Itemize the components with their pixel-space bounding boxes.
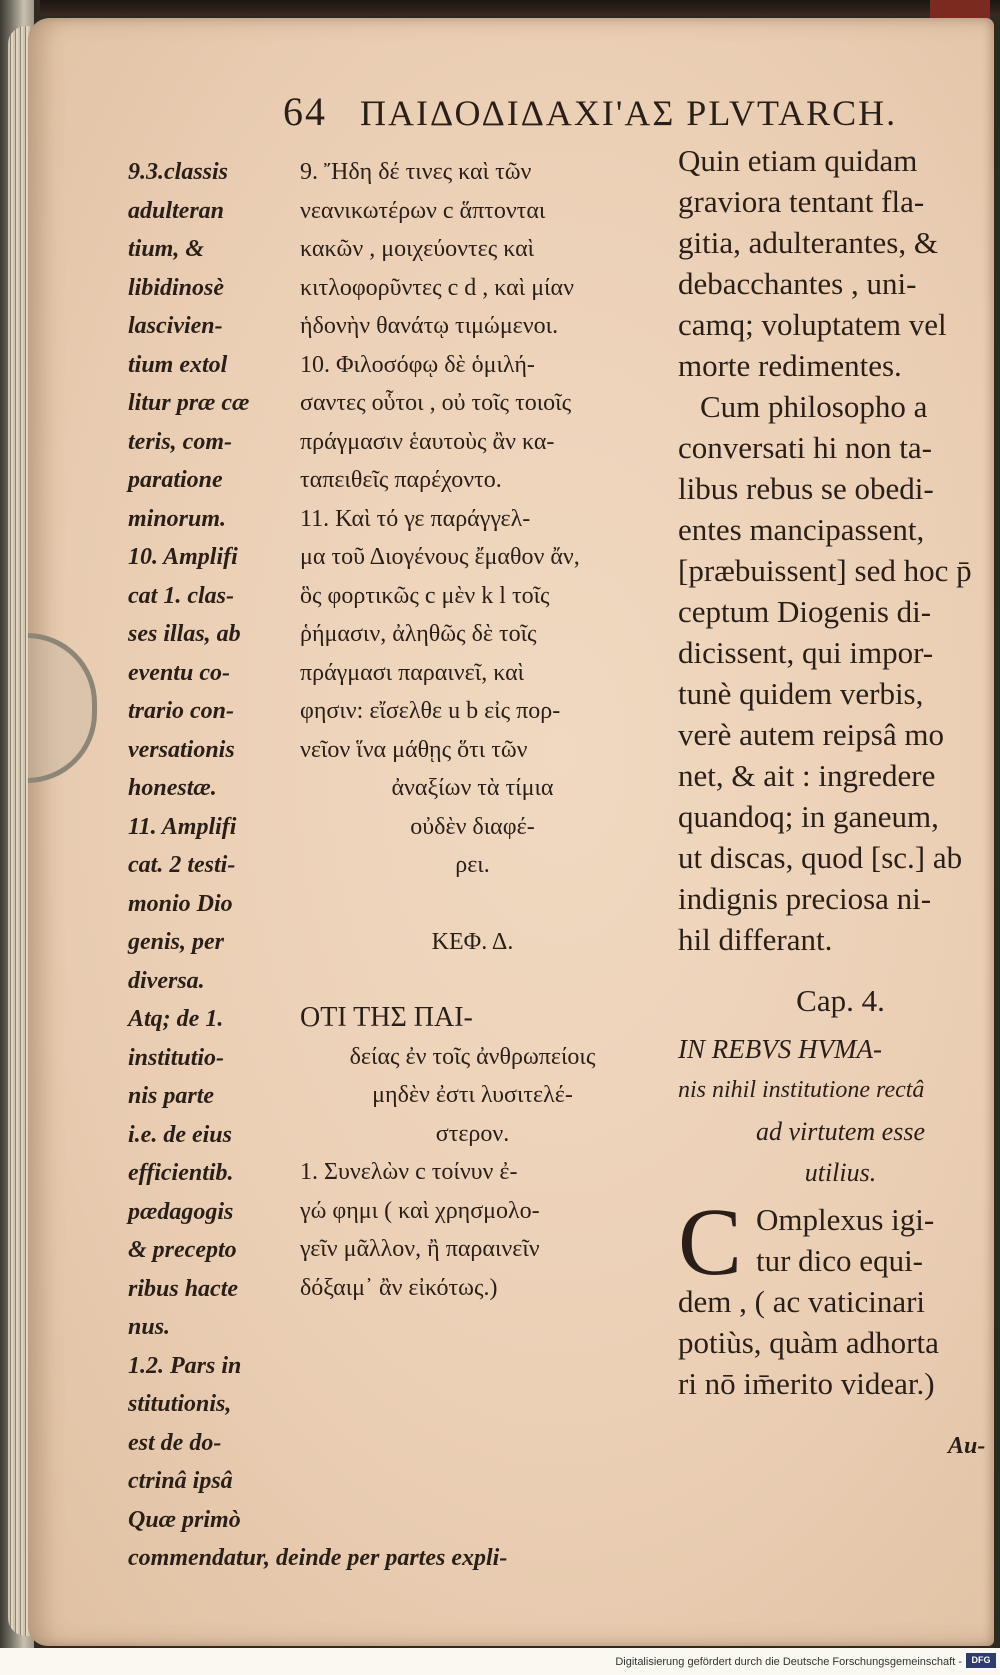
margin-line: tium, & (128, 236, 205, 262)
margin-line: ses illas, ab (128, 621, 241, 647)
margin-line: diversa. (128, 967, 205, 994)
latin-line: ceptum Diogenis di- (678, 594, 932, 629)
margin-line: monio Dio (128, 890, 233, 917)
latin-text-column (678, 140, 994, 1404)
greek-line: πράγμασι παραινεῖ, καὶ (300, 659, 525, 686)
margin-line: trario con- (128, 698, 235, 724)
clasp-ring (28, 633, 97, 783)
running-header (283, 88, 983, 138)
greek-line: 11. Καὶ τό γε παράγγελ- (300, 505, 531, 532)
margin-line: lascivien- (128, 313, 223, 339)
latin-line: dem , ( ac vaticinari (678, 1284, 926, 1319)
latin-line: quandoq; in ganeum, (678, 799, 939, 834)
greek-line: νεῖον ἵνα μάθῃς ὅτι τῶν (300, 736, 528, 763)
greek-line: γώ φημι ( καὶ χρησμολο- (300, 1197, 540, 1224)
margin-line: honestæ. (128, 775, 217, 801)
greek-line: οὐδὲν διαφέ- (410, 813, 535, 840)
catchword: Au- (948, 1433, 986, 1459)
page-top-strip (40, 0, 1000, 16)
latin-line: net, & ait : ingredere (678, 758, 936, 793)
latin-line: tunè quidem verbis, (678, 676, 924, 711)
latin-line: conversati hi non ta- (678, 430, 932, 465)
greek-line: κιτλοφορῦντες c d , καὶ μίαν (300, 274, 574, 301)
margin-line: pædagogis (128, 1198, 234, 1225)
greek-line: ὃς φορτικῶς c μὲν k l τοῖς (300, 582, 550, 609)
margin-line: adulteran (128, 197, 225, 224)
greek-line: δόξαιμ᾽ ἂν εἰκότως.) (300, 1274, 498, 1301)
latin-line: tur dico equi- (756, 1243, 924, 1278)
greek-line: κακῶν , μοιχεύοντες καὶ (300, 236, 535, 262)
latin-line: entes mancipassent, (678, 512, 925, 547)
latin-line: ri nō im̄erito videar.) (678, 1366, 935, 1401)
latin-chapter-heading: Cap. 4. (796, 983, 885, 1018)
margin-line: genis, per (128, 929, 224, 955)
greek-line: νεανικωτέρων c ἅπτονται (300, 197, 546, 224)
margin-line: ctrinâ ipsâ (128, 1468, 233, 1494)
latin-line: Omplexus igi- (756, 1202, 935, 1237)
margin-line: cat. 2 testi- (128, 852, 236, 878)
margin-line: Quæ primò (128, 1506, 241, 1533)
margin-line: Atq; de 1. (128, 1006, 224, 1032)
greek-line: ῥήμασιν, ἀληθῶς δὲ τοῖς (300, 621, 537, 647)
latin-line: graviora tentant fla- (678, 184, 925, 219)
latin-opening-paragraph (678, 1188, 994, 1295)
greek-text-column (300, 153, 645, 1307)
greek-line: 9. Ἤδη δέ τινες καὶ τῶν (300, 159, 532, 185)
margin-line: teris, com- (128, 428, 232, 455)
dfg-logo: DFG (966, 1653, 996, 1668)
greek-line: μα τοῦ Διογένους ἔμαθον ἄν, (300, 544, 580, 570)
margin-line: 11. Amplifi (128, 813, 237, 840)
greek-line: πράγμασιν ἑαυτοὺς ἂν κα- (300, 428, 555, 455)
drop-cap: C (678, 1188, 743, 1295)
greek-line: σαντες οὗτοι , οὐ τοῖς τοιοῖς (300, 390, 572, 416)
greek-chapter-title: μηδὲν ἐστι λυσιτελέ- (372, 1082, 573, 1108)
greek-chapter-title: ΟΤΙ ΤΗΣ ΠΑΙ- (300, 1002, 473, 1033)
greek-line: 1. Συνελὼν c τοίνυν ἐ- (300, 1159, 518, 1185)
margin-line: minorum. (128, 505, 227, 532)
latin-line: morte redimentes. (678, 348, 902, 383)
latin-chapter-title: IN REBVS HVMA- (678, 1034, 882, 1064)
margin-line: commendatur, deinde per partes expli- (128, 1545, 508, 1571)
page-stack-edge (8, 26, 30, 1636)
latin-line: indignis preciosa ni- (678, 881, 932, 916)
margin-line: i.e. de eius (128, 1121, 232, 1148)
latin-line: verè autem reipsâ mo (678, 717, 944, 752)
latin-chapter-title: nis nihil institutione rectâ (678, 1077, 925, 1103)
latin-line: gitia, adulterantes, & (678, 225, 938, 260)
latin-chapter-title: ad virtutem esse (756, 1117, 925, 1146)
margin-line: 1.2. Pars in (128, 1352, 242, 1379)
greek-line: ἡδονὴν θανάτῳ τιμώμενοι. (300, 313, 559, 339)
greek-line: 10. Φιλοσόφῳ δὲ ὁμιλή- (300, 351, 535, 378)
greek-line: ρει. (455, 852, 490, 878)
margin-line: versationis (128, 736, 235, 763)
margin-line: efficientib. (128, 1160, 234, 1186)
margin-line: est de do- (128, 1429, 222, 1456)
margin-line: nus. (128, 1314, 171, 1340)
running-title: ΠΑΙΔΟΔΙΔΑΧΙ'ΑΣ PLVTARCH. (360, 93, 898, 133)
book-page (28, 18, 994, 1646)
latin-line: potiùs, quàm adhorta (678, 1325, 939, 1360)
greek-chapter-title: στερον. (435, 1120, 510, 1147)
margin-line: 9.3.classis (128, 159, 229, 185)
funding-credit: Digitalisierung gefördert durch die Deutsche Forschungsgemeinschaft - (615, 1656, 962, 1668)
ribbon-marker (930, 0, 990, 20)
greek-chapter-title: δείας ἐν τοῖς ἀνθρωπείοις (349, 1043, 596, 1070)
latin-line: camq; voluptatem vel (678, 307, 947, 342)
margin-line: cat 1. clas- (128, 582, 234, 609)
margin-line: paratione (128, 467, 223, 493)
latin-line: Cum philosopho a (700, 389, 928, 424)
latin-line: Quin etiam quidam (678, 143, 918, 178)
latin-chapter-title: utilius. (804, 1158, 877, 1187)
margin-line: stitutionis, (128, 1391, 232, 1417)
latin-line: dicissent, qui impor- (678, 635, 934, 670)
margin-line: & precepto (128, 1237, 237, 1263)
margin-line: ribus hacte (128, 1275, 239, 1302)
margin-line: eventu co- (128, 659, 230, 686)
greek-line: γεῖν μᾶλλον, ἢ παραινεῖν (300, 1236, 540, 1262)
margin-line: 10. Amplifi (128, 544, 238, 570)
margin-line: tium extol (128, 351, 228, 378)
margin-line: institutio- (128, 1044, 225, 1071)
page-number: 64 (283, 89, 327, 134)
latin-line: hil differant. (678, 922, 833, 957)
latin-line: [præbuissent] sed hoc p̄ (678, 553, 972, 588)
digitization-footer (0, 1648, 1000, 1675)
latin-line: libus rebus se obedi- (678, 471, 934, 506)
greek-line: ταπειθεῖς παρέχοντο. (300, 467, 502, 493)
margin-line: litur præ cæ (128, 390, 250, 416)
greek-line: φησιν: εἴσελθε u b εἰς πορ- (300, 698, 561, 724)
greek-chapter-heading: ΚΕΦ. Δ. (431, 928, 514, 955)
greek-line: ἀναξίων τὰ τίμια (391, 775, 554, 801)
margin-line: nis parte (128, 1083, 215, 1109)
margin-line: libidinosè (128, 274, 225, 301)
latin-line: debacchantes , uni- (678, 266, 917, 301)
latin-line: ut discas, quod [sc.] ab (678, 840, 963, 875)
